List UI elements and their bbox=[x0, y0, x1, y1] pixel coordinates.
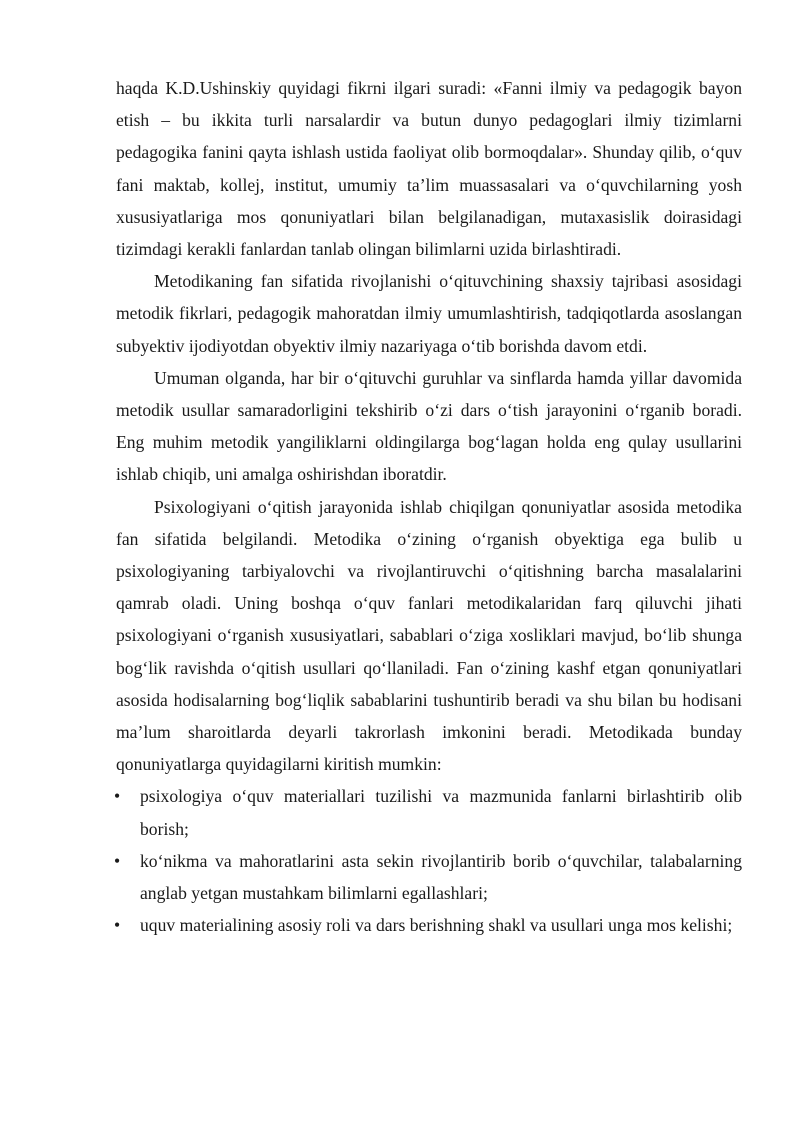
list-item bbox=[116, 909, 742, 941]
paragraph-psychology-teaching: Psixologiyani o‘qitish jarayonida ishlab chiqilgan qonuniyatlar asosida metodika fan sifatida belgilandi. Metodika o‘zining o‘rganish obyektiga ega bulib u psixologiyaning tarbiyalovchi va rivojlantiruvchi o‘qitishning barcha masalalarini qamrab oladi. Uning boshqa o‘quv fanlari metodikalaridan farq qiluvchi jihati psixologiyani o‘rganish xususiyatlari, sabablari o‘ziga xosliklari mavjud, bo‘lib shunga bog‘lik ravishda o‘qitish usullari qo‘llaniladi. Fan o‘zining kashf etgan qonuniyatlari asosida hodisalarning bog‘liqlik sabablarini tushuntirib beradi va shu bilan bu hodisani ma’lum sharoitlarda deyarli takrorlash imkonini beradi. Metodikada bunday qonuniyatlarga quyidagilarni kiritish mumkin: bbox=[116, 496, 742, 775]
list-item bbox=[116, 780, 742, 844]
paragraph-ushinskiy-quote: haqda K.D.Ushinskiy quyidagi fikrni ilgari suradi: «Fanni ilmiy va pedagogik bayon etish – bu ikkita turli narsalardir va butun dunyo pedagoglari ilmiy tizimlarni pedagogika fanini qayta ishlash ustida faoliyat olib bormoqdalar». Shunday qilib, o‘quv fani maktab, kollej, institut, umumiy ta’lim muassasalari va o‘quvchilarning yosh xususiyatlariga mos qonuniyatlari bilan belgilanadigan, mutaxasislik doirasidagi tizimdagi kerakli fanlardan tanlab olingan bilimlarni uzida birlashtiradi. bbox=[116, 78, 742, 260]
bullet-icon: • bbox=[114, 915, 121, 936]
bullet-icon: • bbox=[114, 850, 121, 871]
list-item-text: psixologiya o‘quv materiallari tuzilishi va mazmunida fanlarni birlashtirib olib borish; bbox=[140, 786, 742, 839]
bullet-icon: • bbox=[114, 786, 121, 807]
list-item-text: uquv materialining asosiy roli va dars berishning shakl va usullari unga mos kelishi; bbox=[140, 915, 733, 936]
list-item bbox=[116, 845, 742, 909]
paragraph-methodology-development: Metodikaning fan sifatida rivojlanishi o‘qituvchining shaxsiy tajribasi asosidagi metodik fikrlari, pedagogik mahoratdan ilmiy umumlashtirish, tadqiqotlarda asoslangan subyektiv ijodiyotdan obyektiv ilmiy nazariyaga o‘tib borishda davom etdi. bbox=[116, 271, 742, 356]
paragraph-teacher-methods: Umuman olganda, har bir o‘qituvchi guruhlar va sinflarda hamda yillar davomida metodik usullar samaradorligini tekshirib o‘zi dars o‘tish jarayonini o‘rganib boradi. Eng muhim metodik yangiliklarni oldingilarga bog‘lagan holda eng qulay usullarini ishlab chiqib, uni amalga oshirishdan iboratdir. bbox=[116, 367, 742, 485]
list-item-text: ko‘nikma va mahoratlarini asta sekin rivojlantirib borib o‘quvchilar, talabalarning anglab yetgan mustahkam bilimlarni egallashlari; bbox=[140, 850, 742, 904]
document-page bbox=[116, 72, 742, 941]
regularities-list bbox=[116, 780, 742, 941]
